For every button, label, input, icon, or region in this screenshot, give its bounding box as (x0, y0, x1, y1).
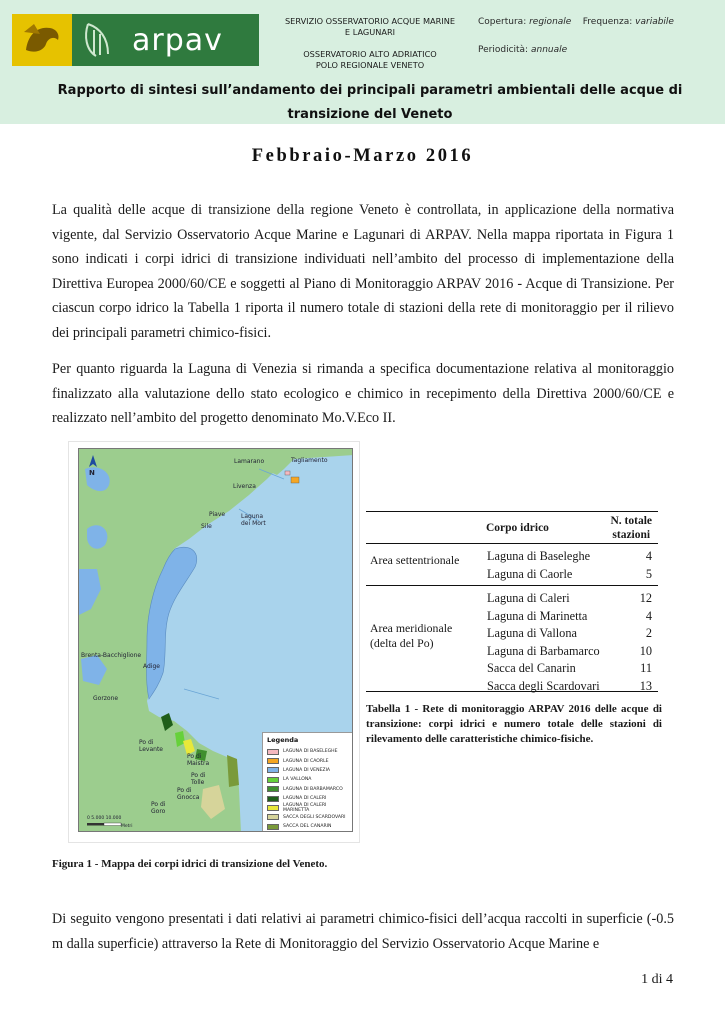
water-body-name: Sacca degli Scardovari (487, 678, 600, 693)
map-legend (262, 732, 353, 832)
intro-paragraph: La qualità delle acque di transizione della regione Veneto è controllata, in applicazione della normativa vigente, dal Servizio Osservatorio Acque Marine e Lagunari di ARPAV. Nella mappa riportata in Figura 1 sono indicati i corpi idrici di transizione individuati nell’ambito del processo di implementazione della Direttiva Europea 2000/60/CE e soggetti al Piano di Monitoraggio ARPAV 2016 - Acque di Transizione. Per ciascun corpo idrico la Tabella 1 riporta il numero totale di stazioni della rete di monitoraggio per il rilievo dei principali parametri chimico-fisici. (52, 202, 674, 341)
legend-swatch (267, 814, 279, 820)
place-label: Gnocca (177, 794, 200, 801)
table-group-south (366, 586, 658, 692)
table-row (366, 590, 658, 608)
legend-label: LAGUNA DI VENEZIA (283, 767, 331, 773)
legend-label: LAGUNA DI CALERI (283, 796, 327, 802)
map-frame (78, 448, 353, 832)
place-label: Brenta-Bacchiglione (81, 652, 142, 659)
table-group-north (366, 544, 658, 586)
figure-map (68, 441, 360, 843)
legend-label: LAGUNA DI CALERI MARINETTA (283, 803, 327, 814)
table-row (366, 643, 658, 661)
place-label: Tagliamento (291, 457, 328, 464)
periodicita-value: annuale (530, 45, 568, 55)
table-row (366, 678, 658, 696)
header-stazioni (610, 514, 652, 542)
area-label-line: Area meridionale (370, 621, 453, 635)
stations-table (366, 511, 658, 692)
page-number: 1 di 4 (641, 972, 673, 987)
station-count: 4 (645, 549, 652, 563)
place-label: Po di (191, 772, 206, 779)
legend-label: LAGUNA DI BARBAMARCO (283, 786, 343, 792)
lion-icon (12, 14, 72, 66)
place-label: Po di (187, 753, 202, 760)
org-line: OSSERVATORIO ALTO ADRIATICO (303, 49, 437, 59)
water-body-name: Laguna di Caorle (487, 566, 573, 581)
table-row (366, 566, 658, 584)
report-header (0, 0, 725, 124)
station-count: 12 (639, 591, 652, 605)
water-body-name: Laguna di Barbamarco (487, 643, 600, 658)
place-label: Maistra (187, 760, 210, 767)
copertura-value: regionale (529, 17, 572, 27)
data-paragraph: Di seguito vengono presentati i dati relativi ai parametri chimico-fisici dell’acqua raccolti in superficie (-0.5 m dalla superficie) attraverso la Rete di Monitoraggio del Servizio Osservatorio Acque Marine e (52, 911, 674, 952)
legend-label: SACCA DEGLI SCARDOVARI (283, 814, 346, 820)
station-count: 11 (640, 661, 652, 675)
area-label-line: (delta del Po) (370, 636, 434, 650)
period-title: Febbraio-Marzo 2016 (251, 146, 474, 166)
place-label: Goro (151, 808, 166, 815)
legend-label: LAGUNA DI BASELEGHE (283, 749, 338, 755)
place-label: Tolle (191, 779, 205, 786)
periodicita-label: Periodicità: (478, 45, 529, 55)
table-row (366, 608, 658, 626)
venice-paragraph: Per quanto riguarda la Laguna di Venezia si rimanda a specifica documentazione relativa al monitoraggio finalizzato alla valutazione dello stato ecologico e chimico in recepimento della Direttiva 2000/60/CE e realizzato nell’ambito del progetto denominato Mo.V.Eco II. (52, 361, 674, 426)
legend-item (267, 794, 350, 803)
place-label: Gorzone (93, 695, 119, 702)
table-row (366, 625, 658, 643)
scale-unit: Metri (121, 824, 133, 829)
org-line: POLO REGIONALE VENETO (315, 60, 425, 70)
water-body-name: Laguna di Baseleghe (487, 549, 591, 563)
place-label: Lamarano (234, 458, 265, 465)
legend-swatch (267, 758, 279, 764)
water-body-name: Laguna di Vallona (487, 626, 577, 640)
place-label: dei Mort (241, 520, 266, 527)
station-count: 13 (639, 678, 652, 693)
organization-block (268, 16, 472, 71)
place-label: Adige (143, 663, 160, 670)
legend-item (267, 756, 350, 765)
table-row (366, 548, 658, 566)
station-count: 5 (645, 566, 652, 581)
legend-swatch (267, 824, 279, 830)
org-line: E LAGUNARI (344, 27, 396, 37)
station-count: 2 (645, 626, 652, 640)
arpav-logo (12, 14, 259, 66)
legend-item (267, 747, 350, 756)
frequenza-value: variabile (635, 17, 674, 27)
table-caption: Tabella 1 - Rete di monitoraggio ARPAV 2016 delle acque di transizione: corpi idrici e numero totale delle stazioni di rilevamento delle caratteristiche chimico-fisiche. (366, 703, 662, 745)
place-label: Po di (151, 801, 166, 808)
harp-icon (72, 14, 124, 66)
place-label: Sile (201, 523, 212, 530)
logo-text: arpav (132, 22, 223, 58)
legend-swatch (267, 767, 279, 773)
legend-item (267, 775, 350, 784)
header-corpo-idrico: Corpo idrico (486, 522, 549, 534)
water-body-name: Sacca del Canarin (487, 661, 576, 675)
place-label: Po di (139, 739, 154, 746)
table-row (366, 660, 658, 678)
legend-item (267, 822, 350, 831)
report-metadata (478, 16, 718, 56)
header-stazioni-line: N. totale (610, 515, 652, 527)
legend-swatch (267, 796, 279, 802)
legend-label: LA VALLONA (283, 777, 312, 783)
legend-item (267, 766, 350, 775)
legend-swatch (267, 805, 279, 811)
table-header (366, 511, 658, 544)
copertura-label: Copertura: (478, 17, 527, 27)
station-count: 4 (645, 608, 652, 623)
header-stazioni-line: stazioni (612, 529, 651, 541)
scale-label: 0 5.000 10.000 (87, 816, 122, 821)
station-count: 10 (639, 643, 652, 658)
legend-swatch (267, 777, 279, 783)
legend-item (267, 803, 350, 812)
place-label: Laguna (241, 513, 264, 520)
area-label: Area settentrionale (370, 553, 460, 567)
report-title: Rapporto di sintesi sull’andamento dei principali parametri ambientali delle acque di transizione del Veneto (57, 83, 683, 122)
legend-title: Legenda (267, 736, 299, 744)
water-body-name: Laguna di Marinetta (487, 608, 588, 623)
legend-label: SACCA DEL CANARIN (283, 824, 332, 830)
org-line: SERVIZIO OSSERVATORIO ACQUE MARINE (284, 16, 456, 26)
legend-item (267, 813, 350, 822)
legend-swatch (267, 749, 279, 755)
water-body-name: Laguna di Caleri (487, 591, 570, 605)
legend-item (267, 785, 350, 794)
legend-label: LAGUNA DI CAORLE (283, 758, 329, 764)
legend-swatch (267, 786, 279, 792)
north-label: N (89, 469, 95, 477)
frequenza-label: Frequenza: (582, 17, 633, 27)
place-label: Livenza (233, 483, 256, 490)
place-label: Piave (209, 511, 226, 518)
place-label: Levante (139, 746, 164, 753)
place-label: Po di (177, 787, 192, 794)
figure-caption: Figura 1 - Mappa dei corpi idrici di transizione del Veneto. (52, 858, 328, 870)
